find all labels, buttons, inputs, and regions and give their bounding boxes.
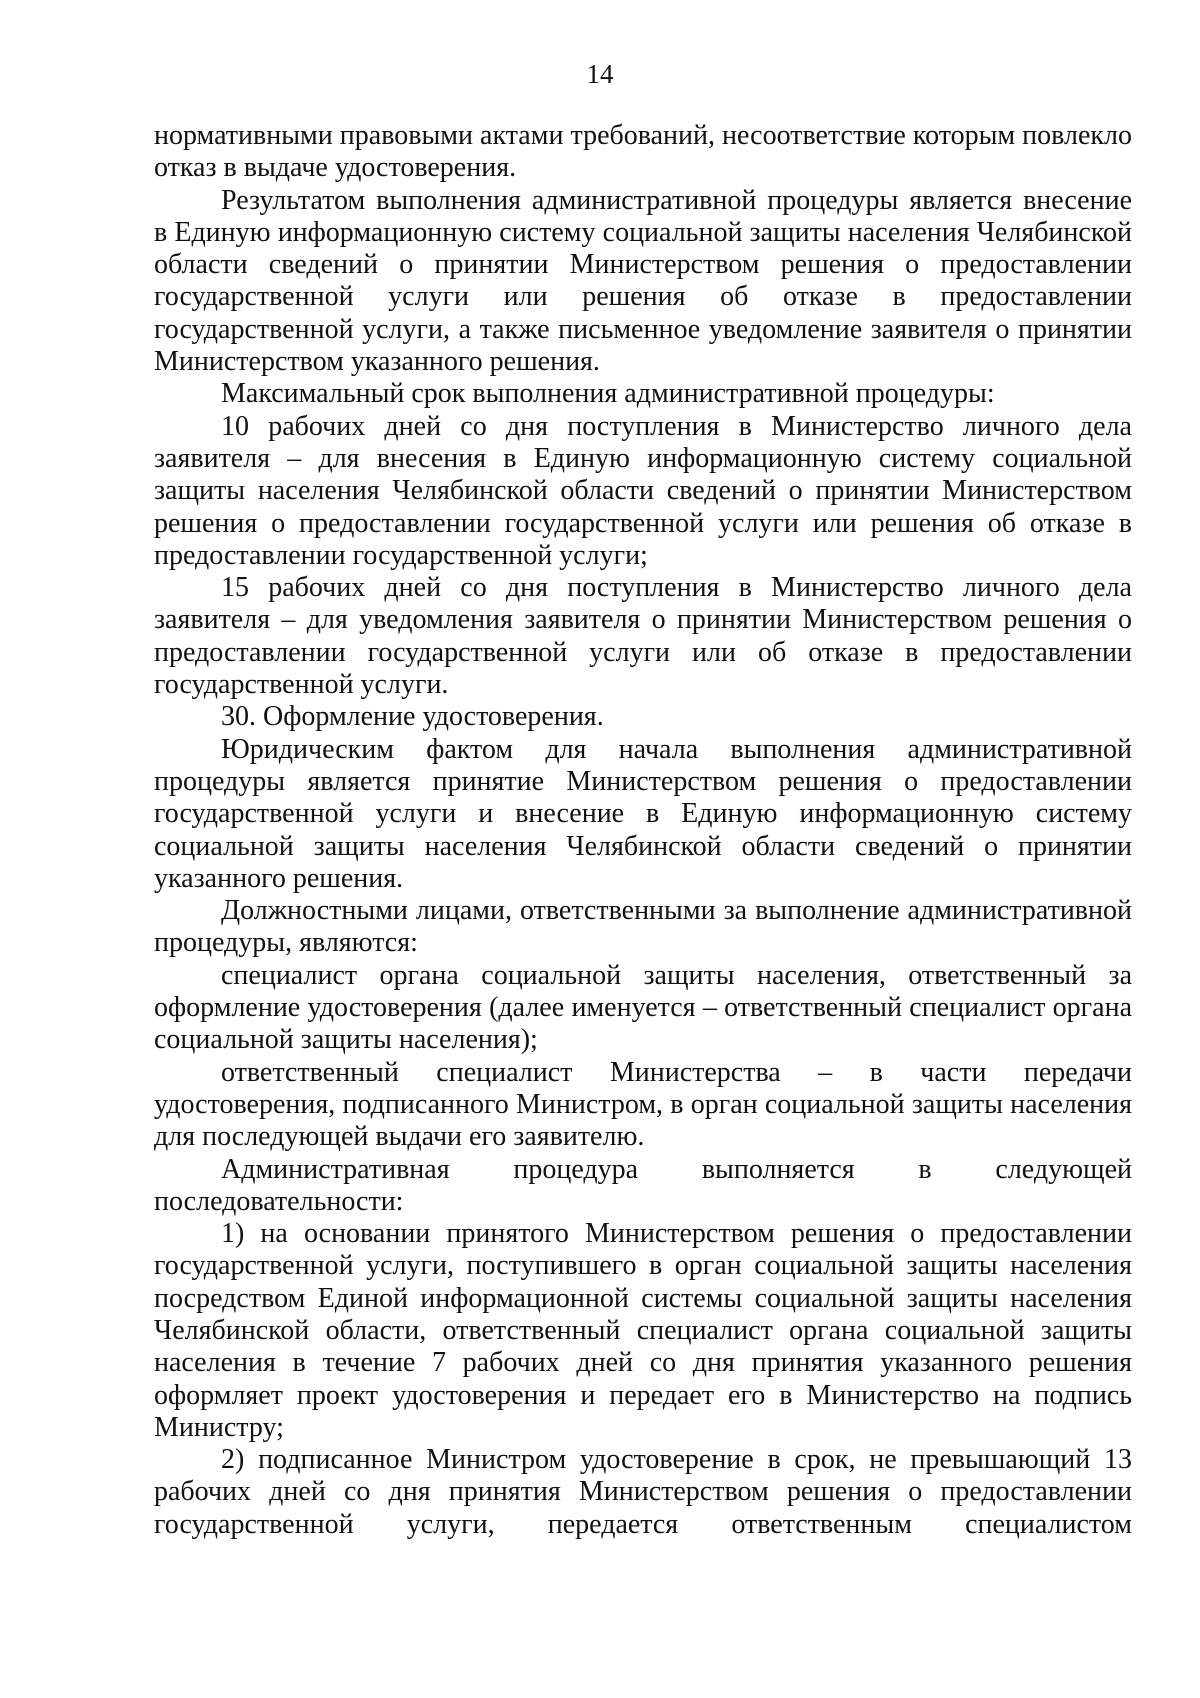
- paragraph: Должностными лицами, ответственными за выполнение административной процедуры, являются:: [154, 895, 1132, 959]
- paragraph: Результатом выполнения административной процедуры является внесение в Единую информационную систему социальной защиты населения Челябинской области сведений о принятии Министерством решения о предоставлении государственной услуги или решения об отказе в предоставлении государственной услуги, а также письменное уведомление заявителя о принятии Министерством указанного решения.: [154, 184, 1132, 378]
- list-item: 2) подписанное Министром удостоверение в срок, не превышающий 13 рабочих дней со дня принятия Министерством решения о предоставлении государственной услуги, передается ответственным специалистом: [154, 1444, 1132, 1540]
- paragraph: Юридическим фактом для начала выполнения административной процедуры является принятие Министерством решения о предоставлении государственной услуги и внесение в Единую информационную систему социальной защиты населения Челябинской области сведений о принятии указанного решения.: [154, 733, 1132, 894]
- page-number: 14: [586, 59, 614, 89]
- paragraph: 10 рабочих дней со дня поступления в Министерство личного дела заявителя – для внесения в Единую информационную систему социальной защиты населения Челябинской области сведений о принятии Министерством решения о предоставлении государственной услуги или решения об отказе в предоставлении государственной услуги;: [154, 410, 1132, 571]
- paragraph: специалист органа социальной защиты населения, ответственный за оформление удостоверения (далее именуется – ответственный специалист органа социальной защиты населения);: [154, 959, 1132, 1056]
- section-heading: 30. Оформление удостоверения.: [221, 701, 604, 733]
- list-item: 1) на основании принятого Министерством решения о предоставлении государственной услуги, поступившего в орган социальной защиты населения посредством Единой информационной системы социальной защиты населения Челябинской области, ответственный специалист органа социальной защиты населения в течение 7 рабочих дней со дня принятия указанного решения оформляет проект удостоверения и передает его в Министерство на подпись Министру;: [154, 1218, 1132, 1443]
- document-body: [154, 120, 1132, 1541]
- paragraph: нормативными правовыми актами требований, несоответствие которым повлекло отказ в выдаче удостоверения.: [154, 120, 1132, 184]
- paragraph: Максимальный срок выполнения административной процедуры:: [221, 378, 995, 410]
- paragraph: Административная процедура выполняется в следующей последовательности:: [154, 1153, 1132, 1217]
- paragraph: 15 рабочих дней со дня поступления в Министерство личного дела заявителя – для уведомления заявителя о принятии Министерством решения о предоставлении государственной услуги или об отказе в предоставлении государственной услуги.: [154, 572, 1132, 701]
- paragraph: ответственный специалист Министерства – в части передачи удостоверения, подписанного Министром, в орган социальной защиты населения для последующей выдачи его заявителю.: [154, 1056, 1132, 1153]
